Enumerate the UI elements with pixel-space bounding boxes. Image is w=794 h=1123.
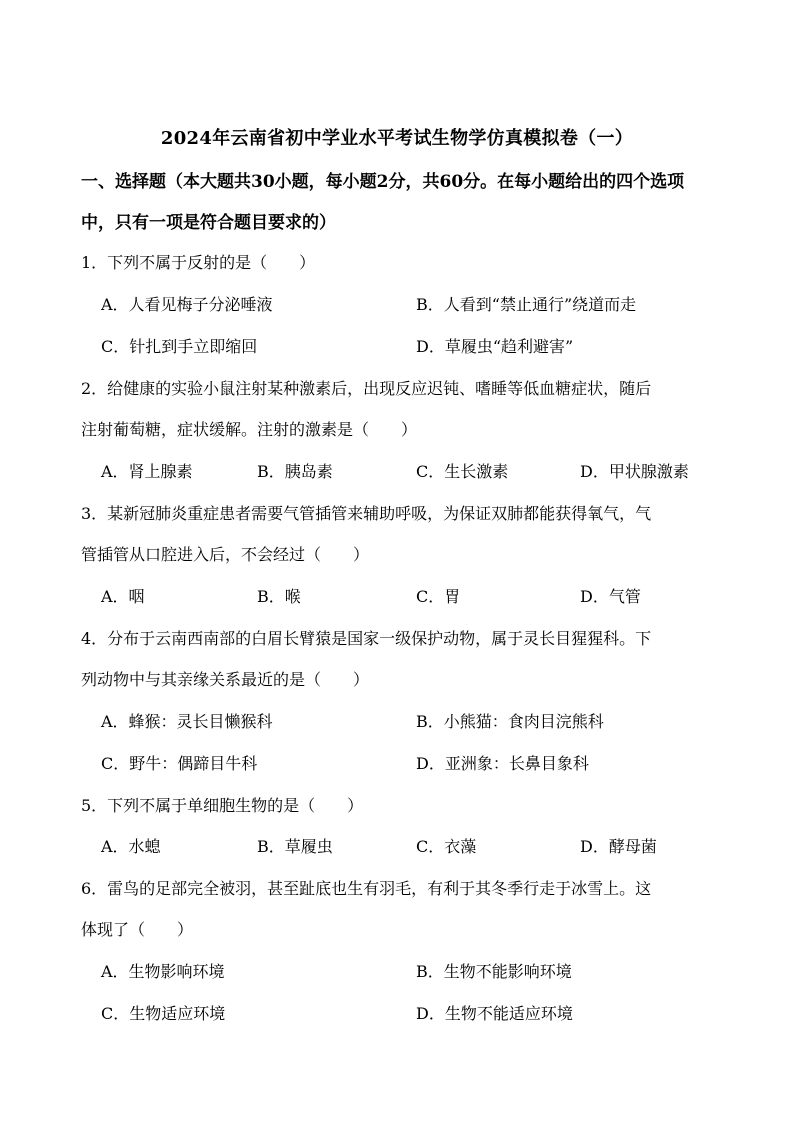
question-5-option-c: C．衣藻: [416, 837, 477, 856]
question-4-option-a: A．蜂猴：灵长目懒猴科: [101, 712, 273, 731]
question-4-option-c: C．野牛：偶蹄目牛科: [101, 754, 258, 773]
question-6-option-c: C．生物适应环境: [101, 1004, 226, 1023]
question-3-option-d: D．气管: [580, 587, 641, 606]
question-2-option-c: C．生长激素: [416, 462, 509, 481]
question-6-option-b: B．生物不能影响环境: [416, 962, 572, 981]
question-4-option-d: D．亚洲象：长鼻目象科: [416, 754, 589, 773]
question-3-stem-line-1: 3．某新冠肺炎重症患者需要气管插管来辅助呼吸，为保证双肺都能获得氧气，气: [81, 504, 652, 523]
question-1-option-a: A．人看见梅子分泌唾液: [101, 295, 273, 314]
question-4-stem-line-1: 4．分布于云南西南部的白眉长臂猿是国家一级保护动物，属于灵长目猩猩科。下: [81, 629, 652, 648]
question-5-option-b: B．草履虫: [257, 837, 333, 856]
question-5-stem: 5．下列不属于单细胞生物的是（ ）: [81, 796, 364, 815]
question-4-stem-line-2: 列动物中与其亲缘关系最近的是（ ）: [81, 670, 370, 689]
question-6-stem-line-1: 6．雷鸟的足部完全被羽，甚至趾底也生有羽毛，有利于其冬季行走于冰雪上。这: [81, 879, 652, 898]
question-5-option-d: D．酵母菌: [580, 837, 657, 856]
question-1-option-d: D．草履虫“趋利避害”: [416, 337, 574, 356]
question-6-option-d: D．生物不能适应环境: [416, 1004, 573, 1023]
question-3-option-a: A．咽: [101, 587, 145, 606]
question-2-stem-line-1: 2．给健康的实验小鼠注射某种激素后，出现反应迟钝、嗜睡等低血糖症状，随后: [81, 379, 652, 398]
question-5-option-a: A．水螅: [101, 837, 161, 856]
question-6-stem-line-2: 体现了（ ）: [81, 920, 194, 939]
question-3-stem-line-2: 管插管从口腔进入后，不会经过（ ）: [81, 545, 370, 564]
question-1-option-c: C．针扎到手立即缩回: [101, 337, 258, 356]
question-2-option-d: D．甲状腺激素: [580, 462, 689, 481]
section-instructions-line-2: 中，只有一项是符合题目要求的）: [81, 213, 336, 233]
question-1-stem: 1．下列不属于反射的是（ ）: [81, 253, 316, 272]
section-instructions-line-1: 一、选择题（本大题共30小题，每小题2分，共60分。在每小题给出的四个选项: [81, 172, 685, 192]
question-3-option-c: C．胃: [416, 587, 461, 606]
question-4-option-b: B．小熊猫：食肉目浣熊科: [416, 712, 604, 731]
question-3-option-b: B．喉: [257, 587, 301, 606]
exam-title: 2024年云南省初中学业水平考试生物学仿真模拟卷（一）: [160, 128, 634, 149]
question-2-option-b: B．胰岛素: [257, 462, 333, 481]
question-6-option-a: A．生物影响环境: [101, 962, 225, 981]
question-1-option-b: B．人看到“禁止通行”绕道而走: [416, 295, 637, 314]
question-2-stem-line-2: 注射葡萄糖，症状缓解。注射的激素是（ ）: [81, 420, 418, 439]
question-2-option-a: A．肾上腺素: [101, 462, 193, 481]
